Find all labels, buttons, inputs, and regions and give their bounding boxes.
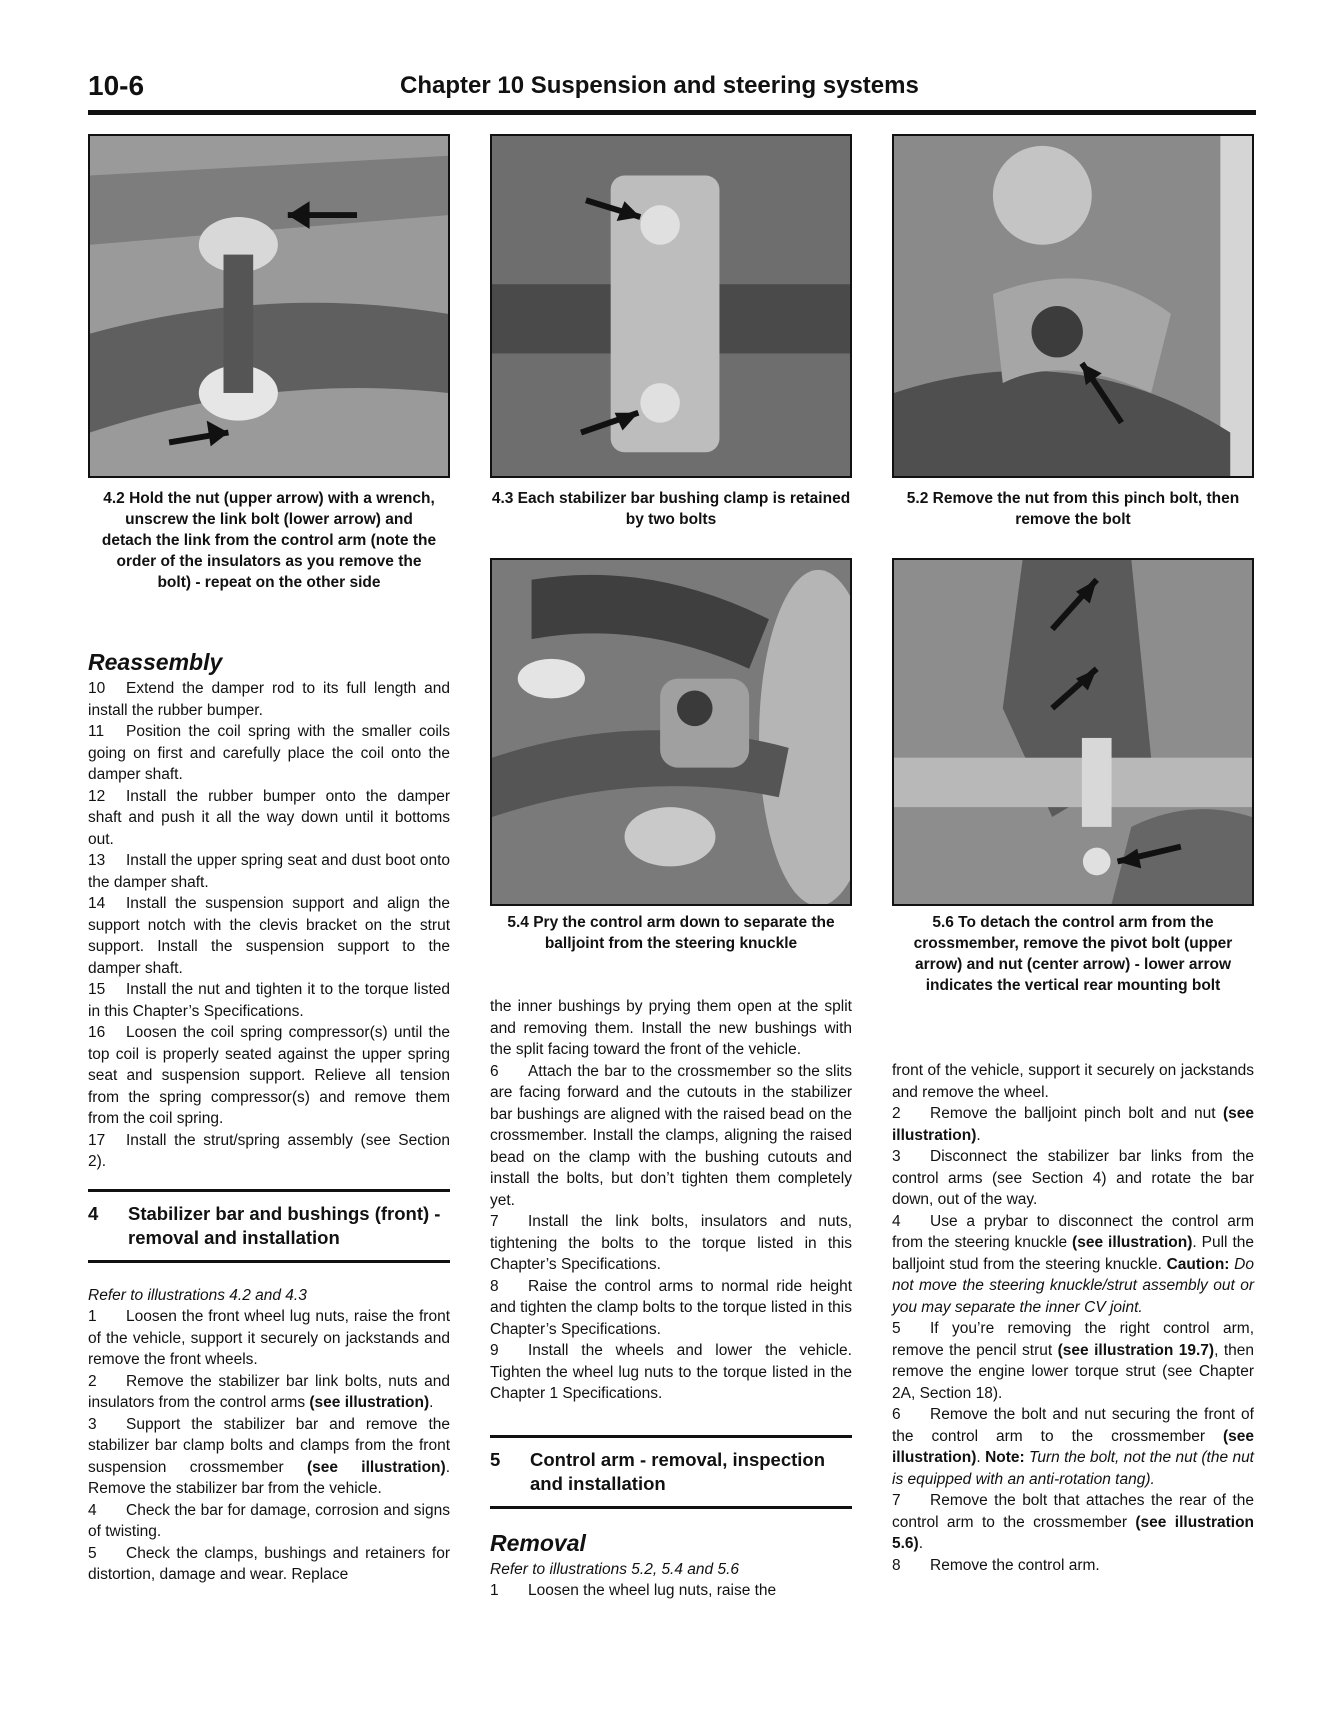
step-7: 7 Install the link bolts, insulators and nuts, tightening the bolts to the torque listed in this Chapter’s Specifications. [490, 1213, 852, 1273]
s5-step-3: 3 Disconnect the stabilizer bar links from the control arms (see Section 4) and rotate the bar down, out of the way. [892, 1148, 1254, 1208]
header-rule [88, 110, 1256, 115]
page-number: 10-6 [88, 70, 145, 101]
caption-5-2: 5.2 Remove the nut from this pinch bolt, then remove the bolt [906, 490, 1240, 528]
section-4-heading [88, 1189, 450, 1263]
section-4-number: 4 [88, 1202, 99, 1224]
s5-step-1: 1 Loosen the wheel lug nuts, raise the [490, 1582, 777, 1599]
removal-ref: Refer to illustrations 5.2, 5.4 and 5.6 [490, 1560, 740, 1578]
step-10: 10 Extend the damper rod to its full length and install the rubber bumper. [88, 680, 450, 719]
caption-5-6: 5.6 To detach the control arm from the crossmember, remove the pivot bolt (upper arrow) and nut (center arrow) - lower arrow indicates the vertical rear mounting bolt [913, 914, 1233, 994]
caption-5-4: 5.4 Pry the control arm down to separate the balljoint from the steering knuckle [507, 914, 835, 952]
step-15: 15 Install the nut and tighten it to the torque listed in this Chapter’s Specifications. [88, 981, 450, 1020]
column-2 [490, 996, 852, 1602]
section-5-heading [490, 1435, 852, 1509]
s5-step-6: 6 Remove the bolt and nut securing the front of the control arm to the crossmember (see illustration). Note: Turn the bolt, not the nut (the nut is equipped with an anti-rotation tang). [892, 1406, 1254, 1488]
caption-4-2: 4.2 Hold the nut (upper arrow) with a wrench, unscrew the link bolt (lower arrow) and detach the link from the control arm (note the order of the insulators as you remove the bolt) - repeat on the other side [101, 490, 437, 591]
s4-step-1: 1 Loosen the front wheel lug nuts, raise the front of the vehicle, support it securely on jackstands and remove the front wheels. [88, 1308, 450, 1368]
s5-step-8: 8 Remove the control arm. [892, 1556, 1100, 1574]
section-4-title: Stabilizer bar and bushings (front) - removal and installation [128, 1202, 441, 1248]
step-12: 12 Install the rubber bumper onto the damper shaft and push it all the way down until it bottoms out. [88, 787, 450, 848]
photo-5-4 [490, 558, 852, 906]
step-13: 13 Install the upper spring seat and dust boot onto the damper shaft. [88, 852, 450, 891]
photo-5-2 [892, 134, 1254, 478]
photo-5-6 [892, 558, 1254, 906]
photo-4-3 [490, 134, 852, 478]
step-6: 6 Attach the bar to the crossmember so the slits are facing forward and the cutouts in the stabilizer bar bushings are aligned with the raised bead on the crossmember. Install the clamps, aligning the raised bead on the clamp with the bushing cutouts and install the bolts, but don’t tighten them completely yet. [490, 1062, 852, 1209]
col2-continuation: the inner bushings by prying them open at the split and removing them. Install the new bushings with the split facing toward the front of the vehicle. [490, 998, 852, 1058]
photo-4-2 [88, 134, 450, 478]
col2-steps [490, 1061, 852, 1405]
chapter-title: Chapter 10 Suspension and steering systems [400, 72, 919, 99]
section-5-title: Control arm - removal, inspection and installation [530, 1448, 826, 1494]
caption-4-3: 4.3 Each stabilizer bar bushing clamp is retained by two bolts [491, 490, 851, 528]
step-17: 17 Install the strut/spring assembly (see Section 2). [88, 1131, 450, 1170]
step-16: 16 Loosen the coil spring compressor(s) until the top coil is properly seated against the upper spring seat and suspension support. Relieve all tension from the spring compressor(s) and remove them from the coil spring. [88, 1024, 450, 1127]
s4-step-3: 3 Support the stabilizer bar and remove the stabilizer bar clamp bolts and clamps from the front suspension crossmember (see illustration). Remove the stabilizer bar from the vehicle. [88, 1415, 450, 1497]
col3-continuation: front of the vehicle, support it securely on jackstands and remove the wheel. [892, 1062, 1254, 1101]
step-9: 9 Install the wheels and lower the vehicle. Tighten the wheel lug nuts to the torque listed in the Chapter 1 Specifications. [490, 1342, 852, 1402]
s4-step-5: 5 Check the clamps, bushings and retainers for distortion, damage and wear. Replace [88, 1544, 450, 1583]
reassembly-heading: Reassembly [88, 649, 223, 675]
page-header [88, 70, 1256, 110]
step-8: 8 Raise the control arms to normal ride height and tighten the clamp bolts to the torque listed in this Chapter’s Specifications. [490, 1277, 852, 1338]
s5-step-7: 7 Remove the bolt that attaches the rear of the control arm to the crossmember (see illustration 5.6). [892, 1492, 1254, 1552]
s5-step-2: 2 Remove the balljoint pinch bolt and nut (see illustration). [892, 1105, 1254, 1144]
removal-heading: Removal [490, 1529, 586, 1556]
s5-step-4: 4 Use a prybar to disconnect the control arm from the steering knuckle (see illustration). Pull the balljoint stud from the steering knuckle. Caution: Do not move the steering knuckle/strut assembly out or you may separate the inner CV joint. [892, 1212, 1254, 1316]
reassembly-steps [88, 678, 450, 1173]
s5-step-5: 5 If you’re removing the right control arm, remove the pencil strut (see illustration 19.7), then remove the engine lower torque strut (see Chapter 2A, Section 18). [892, 1320, 1254, 1402]
section-4-ref: Refer to illustrations 4.2 and 4.3 [88, 1286, 307, 1304]
column-3 [892, 1060, 1254, 1576]
step-14: 14 Install the suspension support and align the support notch with the clevis bracket on the strut support. Install the suspension support to the damper shaft. [88, 895, 450, 977]
step-11: 11 Position the coil spring with the smaller coils going on first and carefully place the coil onto the damper shaft. [88, 723, 450, 783]
s4-step-2: 2 Remove the stabilizer bar link bolts, nuts and insulators from the control arms (see illustration). [88, 1372, 450, 1411]
s4-step-4: 4 Check the bar for damage, corrosion and signs of twisting. [88, 1501, 450, 1540]
column-1 [88, 648, 450, 1586]
section-5-number: 5 [490, 1448, 501, 1470]
